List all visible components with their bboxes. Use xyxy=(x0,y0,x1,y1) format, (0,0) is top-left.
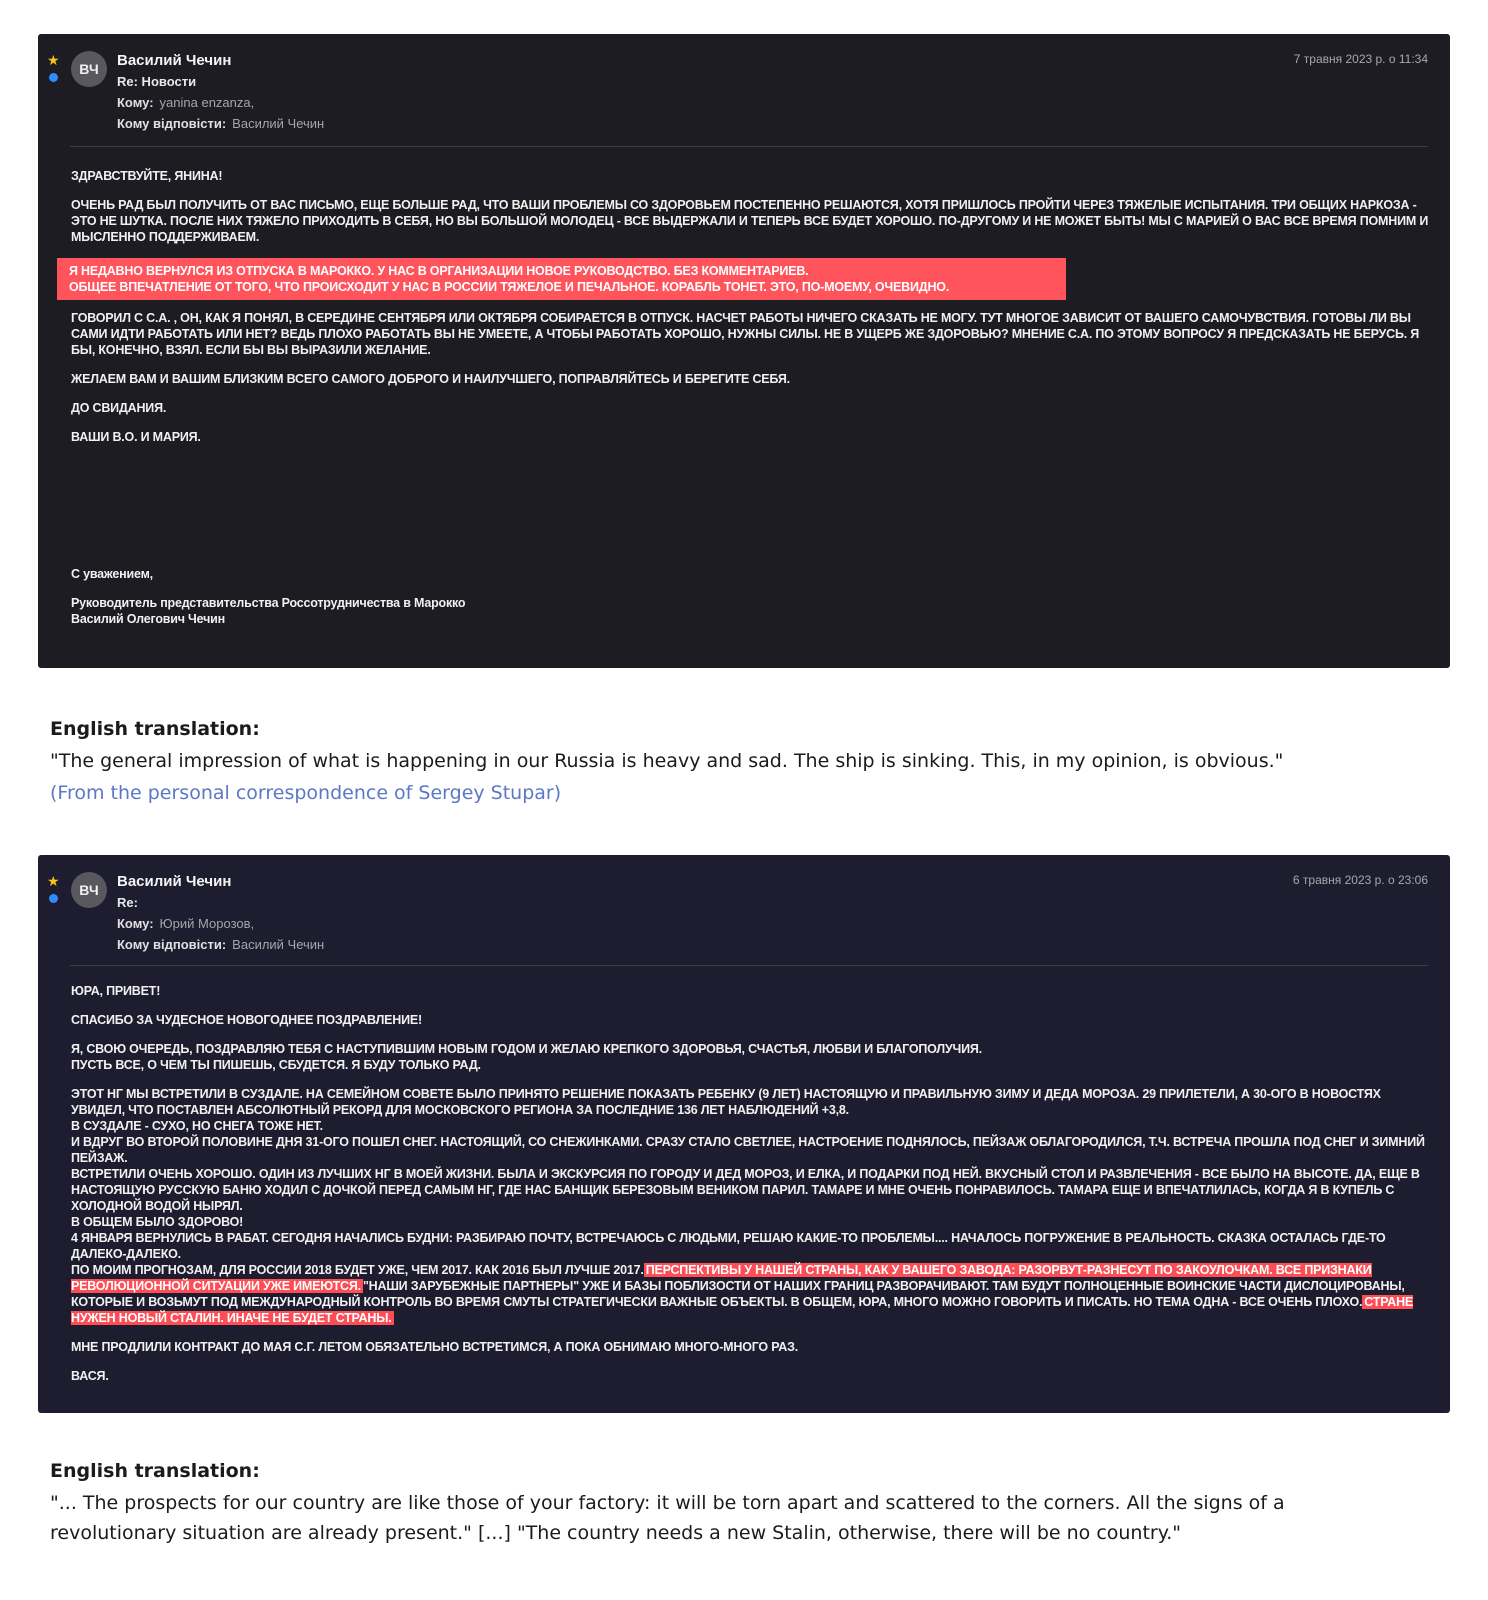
highlighted-passage xyxy=(57,258,1066,300)
body-line: В ОБЩЕМ БЫЛО ЗДОРОВО! xyxy=(71,1215,244,1229)
message-markers xyxy=(47,874,61,903)
star-icon[interactable]: ★ xyxy=(47,52,60,68)
header-divider xyxy=(70,965,1428,966)
body-paragraph: ГОВОРИЛ С С.А. , ОН, КАК Я ПОНЯЛ, В СЕРЕДИНЕ СЕНТЯБРЯ ИЛИ ОКТЯБРЯ СОБИРАЕТСЯ В ОТПУСК. НАСЧЕТ РАБОТЫ НИЧЕГО СКАЗАТЬ НЕ МОГУ. ТУТ МНОГОЕ ЗАВИСИТ ОТ ВАШЕГО САМОЧУВСТВИЯ. ГОТОВЫ ЛИ ВЫ САМИ ИДТИ РАБОТАТЬ ИЛИ НЕТ? ВЕДЬ ПЛОХО РАБОТАТЬ ВЫ НЕ УМЕЕТЕ, А ЧТОБЫ РАБОТАТЬ ХОРОШО, НУЖНЫ СИЛЫ. НЕ В УЩЕРБ ЖЕ ЗДОРОВЬЮ? МНЕНИЕ С.А. ПО ЭТОМУ ВОПРОСУ Я ПРЕДСКАЗАТЬ НЕ БЕРУСЬ. Я БЫ, КОНЕЧНО, ВЗЯЛ. ЕСЛИ БЫ ВЫ ВЫРАЗИЛИ ЖЕЛАНИЕ. xyxy=(71,311,1420,357)
body-paragraph xyxy=(71,1086,1436,1326)
body-line: ПУСТЬ ВСЕ, О ЧЕМ ТЫ ПИШЕШЬ, СБУДЕТСЯ. Я БУДУ ТОЛЬКО РАД. xyxy=(71,1058,481,1072)
email-subject: Re: xyxy=(117,895,138,910)
email-body xyxy=(71,168,1436,458)
to-row xyxy=(117,913,324,934)
body-line: И ВДРУГ ВО ВТОРОЙ ПОЛОВИНЕ ДНЯ 31-ОГО ПОШЕЛ СНЕГ. НАСТОЯЩИЙ, СО СНЕЖИНКАМИ. СРАЗУ СТАЛО СВЕТЛЕЕ, НАСТРОЕНИЕ ПОДНЯЛОСЬ, ПЕЙЗАЖ ОБЛАГОРОДИЛСЯ, Т.Ч. ВСТРЕЧА ПРОШЛА ПОД СНЕГ И ЗИМНИЙ ПЕЙЗАЖ. xyxy=(71,1135,1425,1165)
body-line: В СУЗДАЛЕ - СУХО, НО СНЕГА ТОЖЕ НЕТ. xyxy=(71,1119,323,1133)
to-value[interactable]: Юрий Морозов, xyxy=(159,916,255,931)
body-paragraph: ЖЕЛАЕМ ВАМ И ВАШИМ БЛИЗКИМ ВСЕГО САМОГО ДОБРОГО И НАИЛУЧШЕГО, ПОПРАВЛЯЙТЕСЬ И БЕРЕГИТЕ СЕБЯ. xyxy=(71,372,790,386)
body-line: Я, СВОЮ ОЧЕРЕДЬ, ПОЗДРАВЛЯЮ ТЕБЯ С НАСТУПИВШИМ НОВЫМ ГОДОМ И ЖЕЛАЮ КРЕПКОГО ЗДОРОВЬЯ, СЧАСТЬЯ, ЛЮБВИ И БЛАГОПОЛУЧИЯ. xyxy=(71,1042,982,1056)
signature-regards: С уважением, xyxy=(71,567,153,581)
sender-name: Василий Чечин xyxy=(117,52,232,69)
translation-text: "The general impression of what is happening in our Russia is heavy and sad. The ship is sinking. This, in my opinion, is obvious." xyxy=(50,750,1284,772)
body-line: ПО МОИМ ПРОГНОЗАМ, ДЛЯ РОССИИ 2018 БУДЕТ УЖЕ, ЧЕМ 2017. КАК 2016 БЫЛ ЛУЧШЕ 2017. xyxy=(71,1263,644,1277)
to-label: Кому: xyxy=(117,95,154,110)
body-line: ВСТРЕТИЛИ ОЧЕНЬ ХОРОШО. ОДИН ИЗ ЛУЧШИХ НГ В МОЕЙ ЖИЗНИ. БЫЛА И ЭКСКУРСИЯ ПО ГОРОДУ И ДЕД МОРОЗ, И ЕЛКА, И ПОДАРКИ ПОД НЕЙ. ВКУСНЫЙ СТОЛ И РАЗВЛЕЧЕНИЯ - ВСЕ БЫЛО НА ВЫСОТЕ. ДА, ЕЩЕ В НАСТОЯЩУЮ РУССКУЮ БАНЮ ХОДИЛ С ДОЧКОЙ ПЕРЕД САМЫМ НГ, ГДЕ НАС БАНЩИК БЕРЕЗОВЫМ ВЕНИКОМ ПАРИЛ. ТАМАРЕ И МНЕ ОЧЕНЬ ПОНРАВИЛОСЬ. ТАМАРА ЕЩЕ И ВПЕЧАТЛИЛАСЬ, КОГДА Я В КУПЕЛЬ С ХОЛОДНОЙ ВОДОЙ НЫРЯЛ. xyxy=(71,1167,1420,1213)
email-screenshot-2 xyxy=(38,855,1450,1413)
email-date: 6 травня 2023 р. о 23:06 xyxy=(1292,873,1428,887)
translation-text: "... The prospects for our country are like those of your factory: it will be torn apart and scattered to the corners. All the signs of a revolutionary situation are already present." [...] "The country needs a new Stalin, otherwise, there will be no country." xyxy=(50,1492,1285,1544)
to-value[interactable]: yanina enzanza, xyxy=(159,95,255,110)
highlight-line: Я НЕДАВНО ВЕРНУЛСЯ ИЗ ОТПУСКА В МАРОККО. У НАС В ОРГАНИЗАЦИИ НОВОЕ РУКОВОДСТВО. БЕЗ КОММЕНТАРИЕВ. xyxy=(69,264,809,278)
to-row xyxy=(117,92,324,113)
body-paragraph: ДО СВИДАНИЯ. xyxy=(71,401,167,415)
avatar: ВЧ xyxy=(71,872,107,908)
email-signature xyxy=(71,566,465,627)
email-header xyxy=(117,871,324,955)
body-paragraph: ВАСЯ. xyxy=(71,1369,109,1383)
body-line: ЭТОТ НГ МЫ ВСТРЕТИЛИ В СУЗДАЛЕ. НА СЕМЕЙНОМ СОВЕТЕ БЫЛО ПРИНЯТО РЕШЕНИЕ ПОКАЗАТЬ РЕБЕНКУ (9 ЛЕТ) НАСТОЯЩУЮ И ПРАВИЛЬНУЮ ЗИМУ И ДЕДА МОРОЗА. 29 ПРИЛЕТЕЛИ, А 30-ОГО В НОВОСТЯХ УВИДЕЛ, ЧТО ПОСТАВЛЕН АБСОЛЮТНЫЙ РЕКОРД ДЛЯ МОСКОВСКОГО РЕГИОНА ЗА ПОСЛЕДНИЕ 136 ЛЕТ НАБЛЮДЕНИЙ +3,8. xyxy=(71,1087,1381,1117)
greeting: ЮРА, ПРИВЕТ! xyxy=(71,984,161,998)
greeting: ЗДРАВСТВУЙТЕ, ЯНИНА! xyxy=(71,169,223,183)
highlight-line: ОБЩЕЕ ВПЕЧАТЛЕНИЕ ОТ ТОГО, ЧТО ПРОИСХОДИТ У НАС В РОССИИ ТЯЖЕЛОЕ И ПЕЧАЛЬНОЕ. КОРАБЛЬ ТОНЕТ. ЭТО, ПО-МОЕМУ, ОЧЕВИДНО. xyxy=(69,280,950,294)
reply-to-row xyxy=(117,934,324,955)
body-line: "НАШИ ЗАРУБЕЖНЫЕ ПАРТНЕРЫ" УЖЕ И БАЗЫ ПОБЛИЗОСТИ ОТ НАШИХ ГРАНИЦ РАЗВОРАЧИВАЮТ. ТАМ БУДУТ ПОЛНОЦЕННЫЕ ВОИНСКИЕ ЧАСТИ ДИСЛОЦИРОВАНЫ, КОТОРЫЕ И ВОЗЬМУТ ПОД МЕЖДУНАРОДНЫЙ КОНТРОЛЬ ВО ВРЕМЯ СМУТЫ СТРАТЕГИЧЕСКИ ВАЖНЫЕ ОБЪЕКТЫ. В ОБЩЕМ, ЮРА, МНОГО МОЖНО ГОВОРИТЬ И ПИСАТЬ. НО ТЕМА ОДНА - ВСЕ ОЧЕНЬ ПЛОХО. xyxy=(71,1279,1405,1309)
signature-name: Василий Олегович Чечин xyxy=(71,612,225,626)
email-screenshot-1 xyxy=(38,34,1450,668)
avatar: ВЧ xyxy=(71,51,107,87)
unread-dot-icon[interactable] xyxy=(49,73,58,82)
signature-title: Руководитель представительства Россотрудничества в Марокко xyxy=(71,596,466,610)
body-line: 4 ЯНВАРЯ ВЕРНУЛИСЬ В РАБАТ. СЕГОДНЯ НАЧАЛИСЬ БУДНИ: РАЗБИРАЮ ПОЧТУ, ВСТРЕЧАЮСЬ С ЛЮДЬМИ, РЕШАЮ КАКИЕ-ТО ПРОБЛЕМЫ.... НАЧАЛОСЬ ПОГРУЖЕНИЕ В РЕАЛЬНОСТЬ. СКАЗКА ОСТАЛАСЬ ГДЕ-ТО ДАЛЕКО-ДАЛЕКО. xyxy=(71,1231,1386,1261)
body-paragraph: МНЕ ПРОДЛИЛИ КОНТРАКТ ДО МАЯ С.Г. ЛЕТОМ ОБЯЗАТЕЛЬНО ВСТРЕТИМСЯ, А ПОКА ОБНИМАЮ МНОГО-МНОГО РАЗ. xyxy=(71,1340,799,1354)
email-date: 7 травня 2023 р. о 11:34 xyxy=(1293,52,1428,66)
body-paragraph xyxy=(71,1041,1436,1073)
email-subject: Re: Новости xyxy=(117,74,197,89)
sender-name: Василий Чечин xyxy=(117,873,232,890)
email-body xyxy=(71,983,1436,1397)
star-icon[interactable]: ★ xyxy=(47,873,60,889)
message-markers xyxy=(47,53,61,82)
highlighted-text: ПЕРСПЕКТИВЫ У НАШЕЙ СТРАНЫ, КАК У ВАШЕГО ЗАВОДА: РАЗОРВУТ-РАЗНЕСУТ ПО ЗАКОУЛОЧКАМ. ВСЕ ПРИЗНАКИ РЕВОЛЮЦИОННОЙ СИТУАЦИИ УЖЕ ИМЕЮТСЯ. xyxy=(71,1263,1372,1293)
body-paragraph: ВАШИ В.О. И МАРИЯ. xyxy=(71,430,201,444)
reply-to-label: Кому відповісти: xyxy=(117,937,227,952)
body-paragraph: СПАСИБО ЗА ЧУДЕСНОЕ НОВОГОДНЕЕ ПОЗДРАВЛЕНИЕ! xyxy=(71,1013,422,1027)
translation-title: English translation: xyxy=(50,1460,260,1482)
translation-block-2 xyxy=(50,1454,1450,1548)
to-label: Кому: xyxy=(117,916,154,931)
reply-to-label: Кому відповісти: xyxy=(117,116,227,131)
email-header xyxy=(117,50,324,134)
unread-dot-icon[interactable] xyxy=(49,894,58,903)
reply-to-row xyxy=(117,113,324,134)
translation-title: English translation: xyxy=(50,718,260,740)
header-divider xyxy=(70,146,1428,147)
reply-to-value[interactable]: Василий Чечин xyxy=(232,116,325,131)
reply-to-value[interactable]: Василий Чечин xyxy=(232,937,325,952)
highlighted-text: СТРАНЕ НУЖЕН НОВЫЙ СТАЛИН. ИНАЧЕ НЕ БУДЕТ СТРАНЫ. xyxy=(71,1295,1414,1325)
body-paragraph: ОЧЕНЬ РАД БЫЛ ПОЛУЧИТЬ ОТ ВАС ПИСЬМО, ЕЩЕ БОЛЬШЕ РАД, ЧТО ВАШИ ПРОБЛЕМЫ СО ЗДОРОВЬЕМ ПОСТЕПЕННО РЕШАЮТСЯ, ХОТЯ ПРИШЛОСЬ ПРОЙТИ ЧЕРЕЗ ТЯЖЕЛЫЕ ИСПЫТАНИЯ. ТРИ ОБЩИХ НАРКОЗА - ЭТО НЕ ШУТКА. ПОСЛЕ НИХ ТЯЖЕЛО ПРИХОДИТЬ В СЕБЯ, НО ВЫ БОЛЬШОЙ МОЛОДЕЦ - ВСЕ ВЫДЕРЖАЛИ И ТЕПЕРЬ ВСЕ БУДЕТ ХОРОШО. ПО-ДРУГОМУ И НЕ МОЖЕТ БЫТЬ! МЫ С МАРИЕЙ О ВАС ВСЕ ВРЕМЯ ПОМНИМ И МЫСЛЕННО ПОДДЕРЖИВАЕМ. xyxy=(71,198,1429,244)
source-note: (From the personal correspondence of Sergey Stupar) xyxy=(50,782,562,804)
translation-block-1 xyxy=(50,712,1450,810)
